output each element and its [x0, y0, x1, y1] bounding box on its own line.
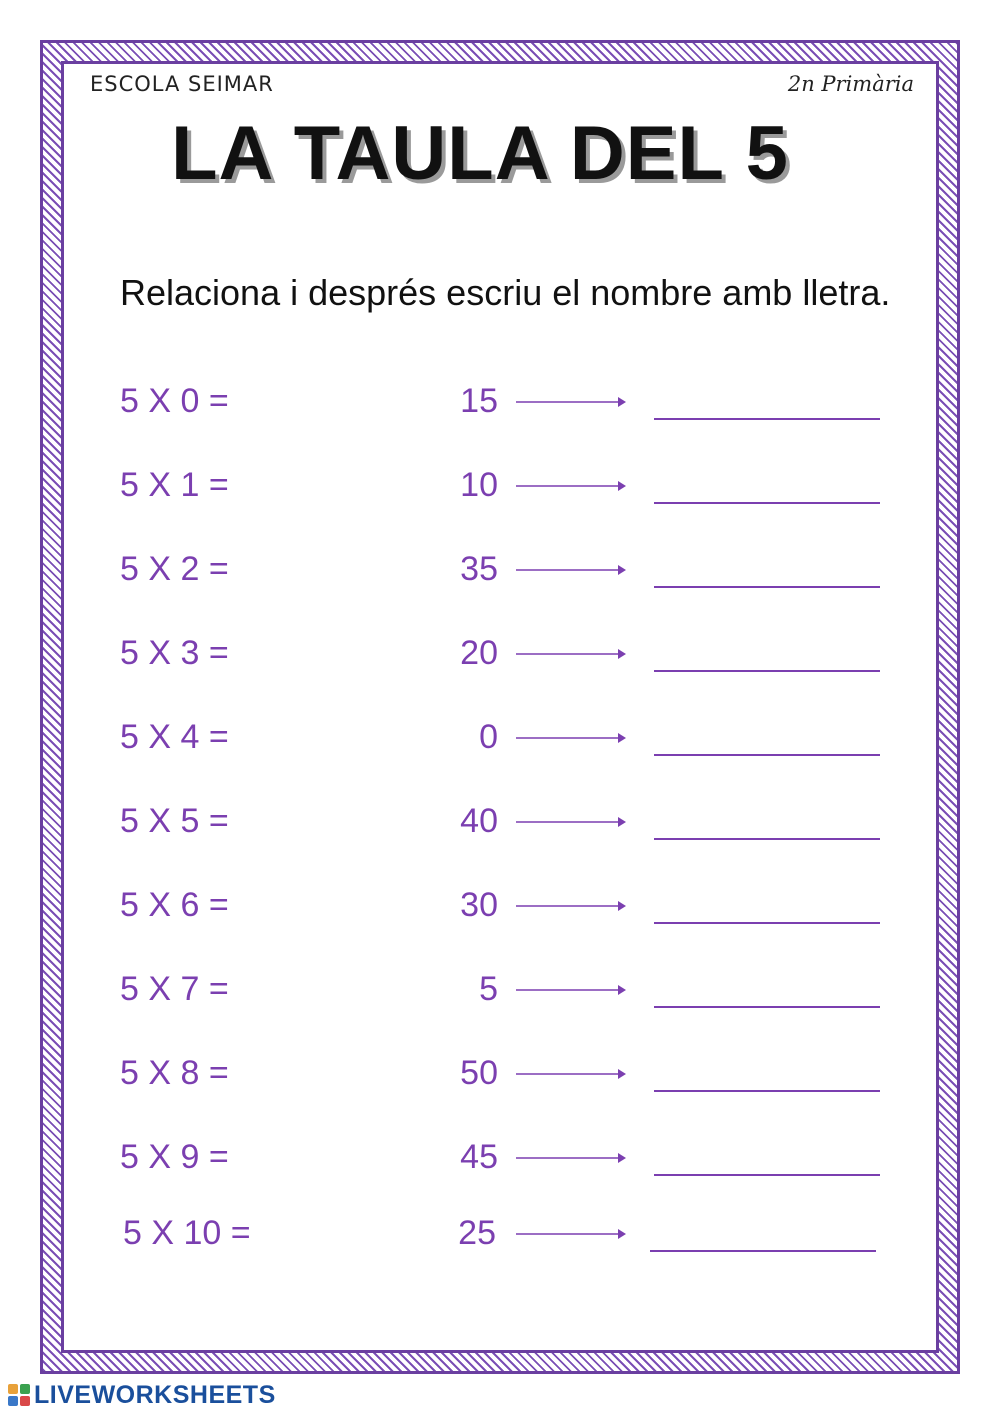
write-answer-line[interactable] [654, 922, 880, 924]
multiplication-expression: 5 X 3 = [120, 634, 229, 672]
arrow-right-icon [516, 898, 628, 914]
multiplication-expression: 5 X 4 = [120, 718, 229, 756]
instruction-text: Relaciona i després escriu el nombre amb lletra. [120, 272, 891, 313]
answer-value[interactable]: 45 [460, 1138, 498, 1176]
exercise-row [0, 802, 1000, 862]
exercise-row [0, 1054, 1000, 1114]
multiplication-expression: 5 X 1 = [120, 466, 229, 504]
answer-value[interactable]: 5 [479, 970, 498, 1008]
logo-squares-icon [8, 1384, 30, 1406]
exercise-row [0, 1214, 1000, 1274]
answer-value[interactable]: 40 [460, 802, 498, 840]
liveworksheets-logo [8, 1382, 276, 1408]
exercise-row [0, 718, 1000, 778]
answer-value[interactable]: 35 [460, 550, 498, 588]
answer-value[interactable]: 50 [460, 1054, 498, 1092]
logo-text: LIVEWORKSHEETS [34, 1380, 276, 1409]
answer-value[interactable]: 15 [460, 382, 498, 420]
arrow-right-icon [516, 562, 628, 578]
answer-value[interactable]: 10 [460, 466, 498, 504]
arrow-right-icon [516, 478, 628, 494]
write-answer-line[interactable] [654, 1174, 880, 1176]
arrow-right-icon [516, 1226, 628, 1242]
exercise-row [0, 970, 1000, 1030]
answer-value[interactable]: 20 [460, 634, 498, 672]
multiplication-expression: 5 X 2 = [120, 550, 229, 588]
page-title: LA TAULA DEL 5 [171, 111, 789, 196]
exercise-row [0, 382, 1000, 442]
write-answer-line[interactable] [654, 586, 880, 588]
exercise-row [0, 550, 1000, 610]
arrow-right-icon [516, 982, 628, 998]
answer-value[interactable]: 30 [460, 886, 498, 924]
arrow-right-icon [516, 814, 628, 830]
exercise-row [0, 1138, 1000, 1198]
write-answer-line[interactable] [654, 838, 880, 840]
answer-value[interactable]: 0 [479, 718, 498, 756]
exercise-row [0, 634, 1000, 694]
arrow-right-icon [516, 1150, 628, 1166]
exercise-row [0, 886, 1000, 946]
multiplication-expression: 5 X 7 = [120, 970, 229, 1008]
write-answer-line[interactable] [654, 1006, 880, 1008]
arrow-right-icon [516, 1066, 628, 1082]
school-name: ESCOLA SEIMAR [90, 72, 274, 96]
multiplication-expression: 5 X 8 = [120, 1054, 229, 1092]
grade-label: 2n Primària [787, 72, 914, 96]
arrow-right-icon [516, 394, 628, 410]
multiplication-expression: 5 X 6 = [120, 886, 229, 924]
multiplication-expression: 5 X 9 = [120, 1138, 229, 1176]
write-answer-line[interactable] [654, 1090, 880, 1092]
write-answer-line[interactable] [654, 418, 880, 420]
answer-value[interactable]: 25 [458, 1214, 496, 1252]
write-answer-line[interactable] [650, 1250, 876, 1252]
arrow-right-icon [516, 646, 628, 662]
write-answer-line[interactable] [654, 670, 880, 672]
multiplication-expression: 5 X 5 = [120, 802, 229, 840]
arrow-right-icon [516, 730, 628, 746]
multiplication-expression: 5 X 10 = [123, 1214, 251, 1252]
write-answer-line[interactable] [654, 502, 880, 504]
exercise-row [0, 466, 1000, 526]
multiplication-expression: 5 X 0 = [120, 382, 229, 420]
write-answer-line[interactable] [654, 754, 880, 756]
